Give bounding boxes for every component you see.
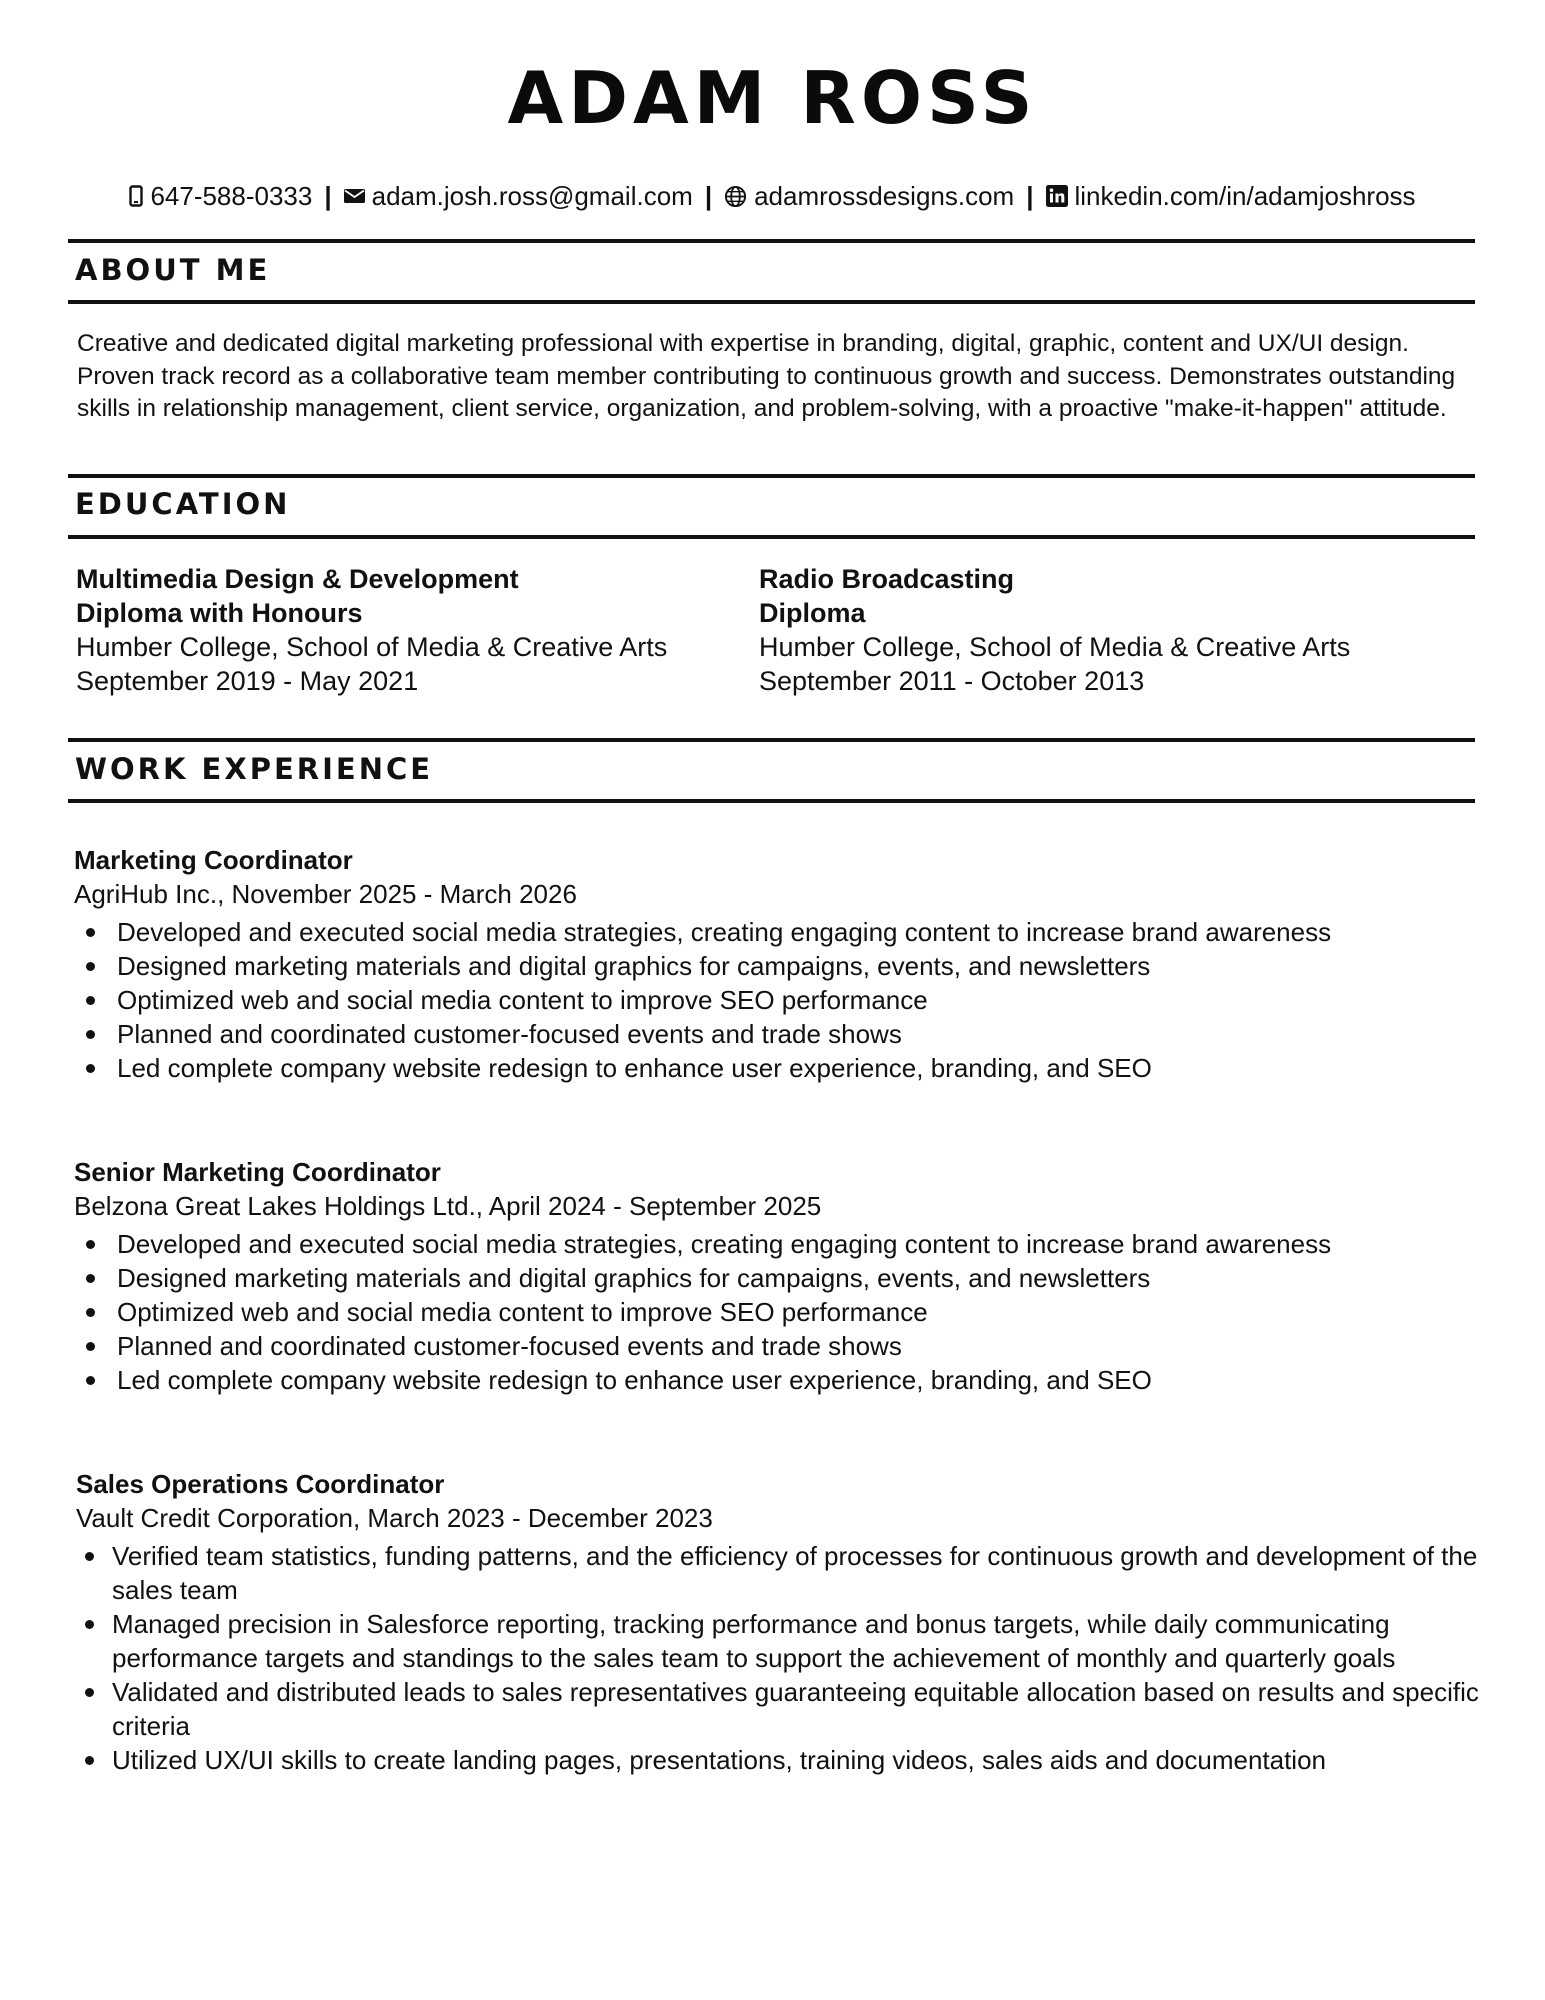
- contact-bar: [0, 178, 1545, 214]
- section-divider: [68, 799, 1475, 803]
- education-section-title: EDUCATION: [75, 487, 291, 521]
- job-title: Marketing Coordinator: [74, 845, 353, 875]
- job-bullet: Utilized UX/UI skills to create landing pages, presentations, training videos, sales aids and documentation: [76, 1743, 1486, 1777]
- job-entry: [74, 843, 1484, 1085]
- job-bullet: Designed marketing materials and digital graphics for campaigns, events, and newsletters: [74, 949, 1484, 983]
- candidate-name: ADAM ROSS: [507, 56, 1038, 140]
- job-title: Sales Operations Coordinator: [76, 1469, 445, 1499]
- education-program: Multimedia Design & Development: [76, 564, 519, 594]
- job-bullet-list: [74, 915, 1484, 1085]
- education-dates: September 2019 - May 2021: [76, 666, 419, 696]
- section-divider: [68, 300, 1475, 304]
- section-divider: [68, 738, 1475, 742]
- contact-separator: |: [704, 181, 713, 211]
- job-entry: [76, 1467, 1486, 1777]
- linkedin-text: linkedin.com/in/adamjoshross: [1074, 181, 1416, 211]
- education-school: Humber College, School of Media & Creative Arts: [76, 632, 668, 662]
- email-icon: [344, 188, 365, 204]
- job-bullet: Planned and coordinated customer-focused events and trade shows: [74, 1017, 1484, 1051]
- job-company-dates: Vault Credit Corporation, March 2023 - December 2023: [76, 1503, 713, 1533]
- job-bullet: Optimized web and social media content to improve SEO performance: [74, 983, 1484, 1017]
- experience-section-title: WORK EXPERIENCE: [75, 752, 434, 786]
- globe-icon: [724, 185, 747, 208]
- job-entry: [74, 1155, 1484, 1397]
- education-credential: Diploma with Honours: [76, 598, 363, 628]
- section-divider: [68, 474, 1475, 478]
- education-school: Humber College, School of Media & Creative Arts: [759, 632, 1351, 662]
- job-bullet-list: [74, 1227, 1484, 1397]
- job-bullet: Developed and executed social media strategies, creating engaging content to increase brand awareness: [74, 1227, 1484, 1261]
- job-bullet: Planned and coordinated customer-focused events and trade shows: [74, 1329, 1484, 1363]
- linkedin-icon: [1046, 185, 1068, 207]
- education-dates: September 2011 - October 2013: [759, 666, 1145, 696]
- education-entry: [76, 562, 756, 698]
- phone-icon: [129, 185, 143, 207]
- section-divider: [68, 535, 1475, 539]
- education-program: Radio Broadcasting: [759, 564, 1015, 594]
- email-text: adam.josh.ross@gmail.com: [371, 181, 693, 211]
- about-paragraph: Creative and dedicated digital marketing professional with expertise in branding, digital, graphic, content and UX/UI design. Proven track record as a collaborative team member contributing to continuous growth and success. Demonstrates outstanding skills in relationship management, client service, organization, and problem-solving, with a proactive "make-it-happen" attitude.: [77, 330, 1456, 422]
- phone-text: 647-588-0333: [150, 181, 313, 211]
- education-credential: Diploma: [759, 598, 866, 628]
- job-bullet: Designed marketing materials and digital graphics for campaigns, events, and newsletters: [74, 1261, 1484, 1295]
- website-text: adamrossdesigns.com: [754, 181, 1015, 211]
- contact-website: [724, 178, 1014, 214]
- job-bullet: Optimized web and social media content to improve SEO performance: [74, 1295, 1484, 1329]
- education-entry: [759, 562, 1439, 698]
- job-company-dates: Belzona Great Lakes Holdings Ltd., April 2024 - September 2025: [74, 1191, 822, 1221]
- job-bullet-list: [76, 1539, 1486, 1777]
- contact-email: [344, 178, 693, 214]
- contact-phone: [129, 178, 312, 214]
- section-divider: [68, 239, 1475, 243]
- job-title: Senior Marketing Coordinator: [74, 1157, 441, 1187]
- job-bullet: Managed precision in Salesforce reporting, tracking performance and bonus targets, while daily communicating performance targets and standings to the sales team to support the achievement of monthly and quarterly goals: [76, 1607, 1486, 1675]
- job-company-dates: AgriHub Inc., November 2025 - March 2026: [74, 879, 577, 909]
- job-bullet: Led complete company website redesign to enhance user experience, branding, and SEO: [74, 1363, 1484, 1397]
- job-bullet: Verified team statistics, funding patterns, and the efficiency of processes for continuous growth and development of the sales team: [76, 1539, 1486, 1607]
- contact-linkedin: [1046, 178, 1416, 214]
- contact-separator: |: [1026, 181, 1034, 211]
- contact-separator: |: [324, 181, 332, 211]
- job-bullet: Developed and executed social media strategies, creating engaging content to increase brand awareness: [74, 915, 1484, 949]
- about-section-title: ABOUT ME: [75, 253, 271, 287]
- job-bullet: Led complete company website redesign to enhance user experience, branding, and SEO: [74, 1051, 1484, 1085]
- job-bullet: Validated and distributed leads to sales representatives guaranteeing equitable allocation based on results and specific criteria: [76, 1675, 1486, 1743]
